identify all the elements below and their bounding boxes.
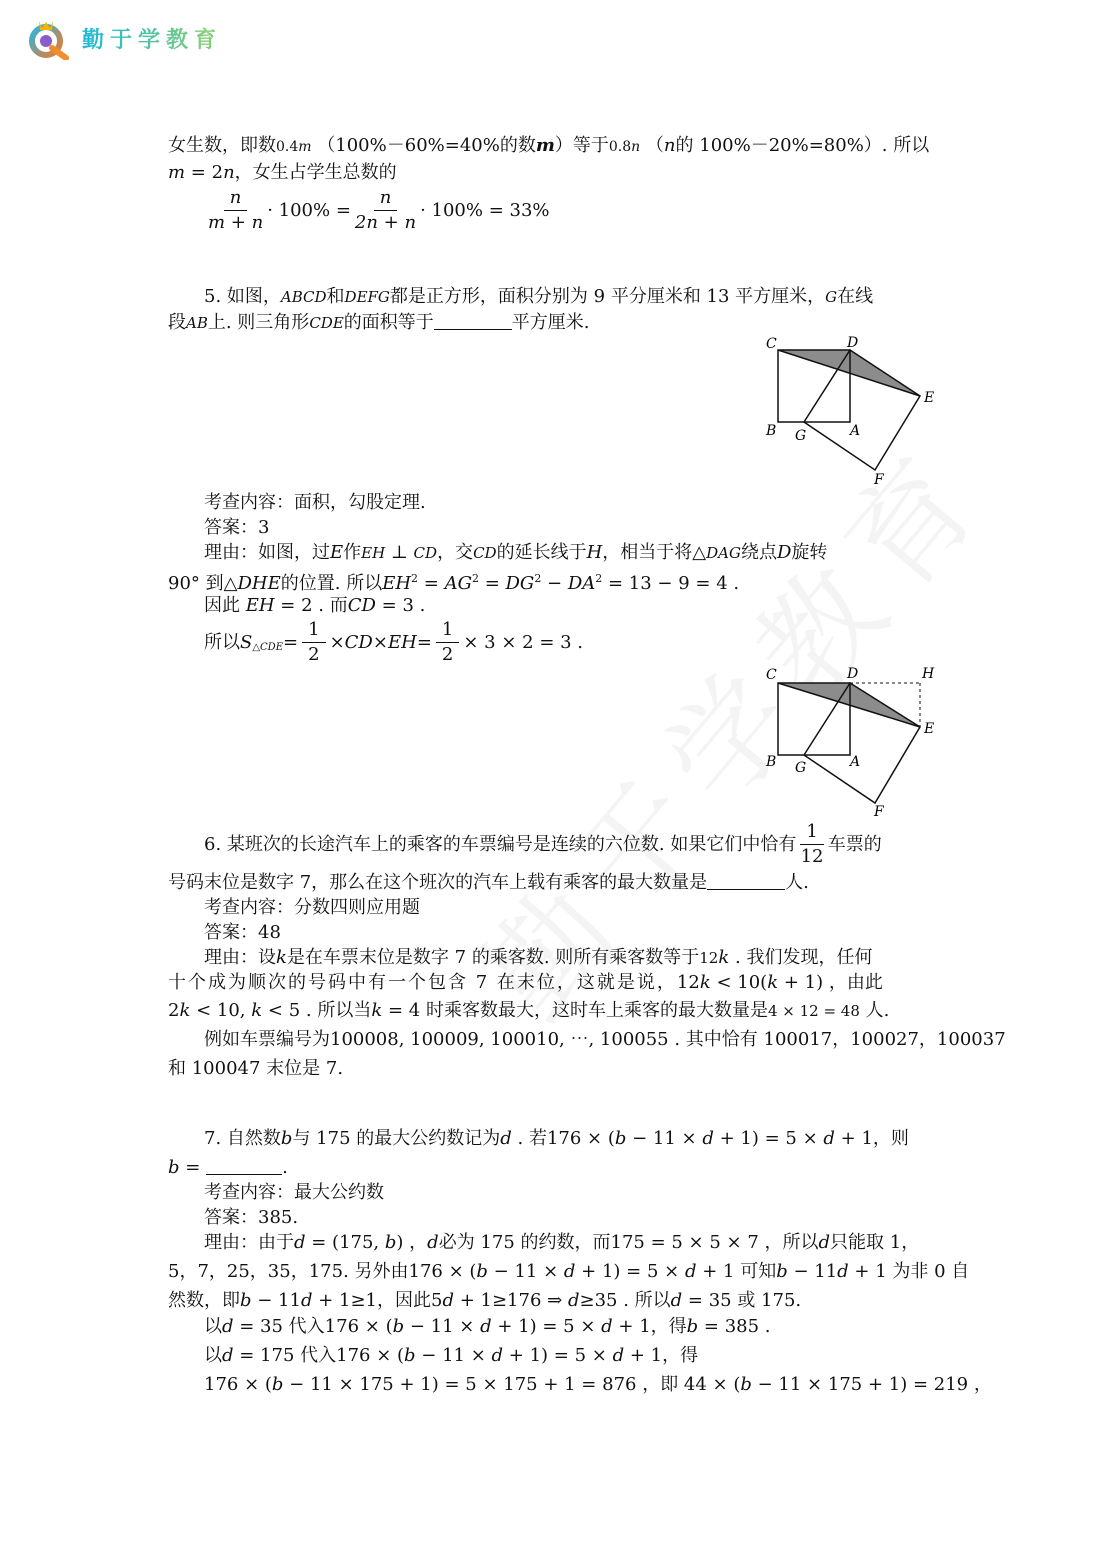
label-g: G: [795, 428, 807, 444]
q7-answer: 答案：385.: [204, 1207, 299, 1228]
label-e: E: [924, 721, 935, 737]
q5-answer: 答案：3: [204, 517, 270, 538]
label-a: A: [850, 754, 861, 770]
prev-line-1: 女生数，即数0.4m （100%－60%=40%的数m）等于0.8n （n的 100%－20%=80%）. 所以: [168, 135, 930, 156]
q6-line-2: 号码末位是数字 7，那么在这个班次的汽车上载有乘客的最大数量是 人.: [168, 872, 809, 893]
label-c: C: [766, 336, 777, 352]
q7-line-1: 7. 自然数b与 175 的最大公约数记为d . 若176 × (b − 11 × d + 1) = 5 × d + 1，则: [204, 1128, 909, 1149]
q5-line-1: 5. 如图，ABCD和DEFG都是正方形，面积分别为 9 平分厘米和 13 平方厘米，G在线: [204, 286, 874, 307]
answer-blank: [206, 1156, 282, 1175]
q7-reason-4: 以d = 35 代入176 × (b − 11 × d + 1) = 5 × d + 1，得b = 385 .: [204, 1316, 771, 1337]
q5-figure: [760, 332, 950, 488]
q7-reason-2: 5，7，25，35，175. 另外由176 × (b − 11 × d + 1) = 5 × d + 1 可知b − 11d + 1 为非 0 自: [168, 1261, 970, 1282]
label-b: B: [766, 754, 777, 770]
q5-reason-1: 理由：如图，过E作EH ⊥ CD，交CD的延长线于H，相当于将△DAG绕点D旋转: [204, 542, 828, 563]
q7-line-2: b = .: [168, 1157, 288, 1178]
q6-reason-4: 例如车票编号为100008, 100009, 100010, ⋯, 100055 . 其中恰有 100017，100027，100037: [204, 1029, 1006, 1050]
q5-line-2: 段AB上. 则三角形CDE的面积等于 平方厘米.: [168, 312, 590, 333]
label-d: D: [847, 335, 859, 351]
label-a: A: [850, 423, 861, 439]
q6-answer: 答案：48: [204, 922, 281, 943]
q7-topic: 考查内容：最大公约数: [204, 1182, 384, 1203]
label-d: D: [847, 666, 859, 682]
prev-formula: $\frac{n}{m + n}$ · 100% = $\frac{n}{2n + n}$ · 100% = 33%: [208, 187, 550, 233]
q7-reason-5: 以d = 175 代入176 × (b − 11 × d + 1) = 5 × d + 1，得: [204, 1345, 699, 1366]
label-b: B: [766, 423, 777, 439]
logo-q-icon: [26, 16, 72, 60]
q7-reason-6: 176 × (b − 11 × 175 + 1) = 5 × 175 + 1 = 876 ，即 44 × (b − 11 × 175 + 1) = 219 ，: [204, 1374, 992, 1395]
label-e: E: [924, 390, 935, 406]
label-c: C: [766, 667, 777, 683]
q6-line-1: 6. 某班次的长途汽车上的乘客的车票编号是连续的六位数. 如果它们中恰有 $\frac{1}{12}$ 车票的: [204, 821, 882, 867]
fraction: $\frac{1}{2}$: [302, 620, 325, 665]
label-f: F: [874, 472, 884, 488]
answer-blank: [707, 871, 785, 890]
q7-reason-3: 然数，即b − 11d + 1≥1，因此5d + 1≥176 ⇒ d≥35 . 所以d = 35 或 175.: [168, 1290, 802, 1311]
q5-reason-3: 因此 EH = 2 . 而CD = 3 .: [204, 595, 426, 616]
q5-figure-solution: [760, 663, 950, 819]
fraction: $\frac{n}{m + n}$: [208, 187, 264, 233]
q5-reason-4: 所以 S $_{\triangle CDE}$ = $\frac{1}{2}$ × CD × EH = $\frac{1}{2}$ × 3 × 2 = 3 .: [204, 619, 584, 665]
q7-reason-1: 理由：由于d = (175, b) ，d必为 175 的约数，而175 = 5 × 5 × 7 ，所以d只能取 1，: [204, 1232, 920, 1253]
brand-name: 勤于学教育: [82, 23, 222, 54]
prev-line-2: m = 2n，女生占学生总数的: [168, 162, 397, 183]
q6-reason-5: 和 100047 末位是 7.: [168, 1058, 344, 1079]
q6-reason-1: 理由：设k是在车票末位是数字 7 的乘客数. 则所有乘客数等于12k . 我们发现，任何: [204, 947, 873, 968]
fraction: $\frac{n}{2n + n}$: [354, 187, 417, 233]
label-f: F: [874, 804, 884, 819]
q6-reason-2: 十个成为顺次的号码中有一个包含 7 在末位，这就是说，12k < 10(k + 1) ，由此: [168, 972, 883, 993]
fraction: $\frac{1}{12}$: [800, 821, 824, 867]
q5-reason-2: 90° 到△DHE的位置. 所以$EH^2 = AG^2 = DG^2 - DA^2 = 13 - 9 = 4$ .: [168, 572, 740, 594]
q5-topic: 考查内容：面积，勾股定理.: [204, 492, 426, 513]
q6-reason-3: 2k < 10, k < 5 . 所以当k = 4 时乘客数最大，这时车上乘客的最大数量是4 × 12 = 48 人.: [168, 1000, 890, 1021]
label-h: H: [922, 666, 935, 682]
label-g: G: [795, 760, 807, 776]
fraction: $\frac{1}{2}$: [436, 620, 459, 665]
q6-topic: 考查内容：分数四则应用题: [204, 897, 420, 918]
brand-logo: [26, 16, 222, 60]
answer-blank: [434, 311, 512, 330]
